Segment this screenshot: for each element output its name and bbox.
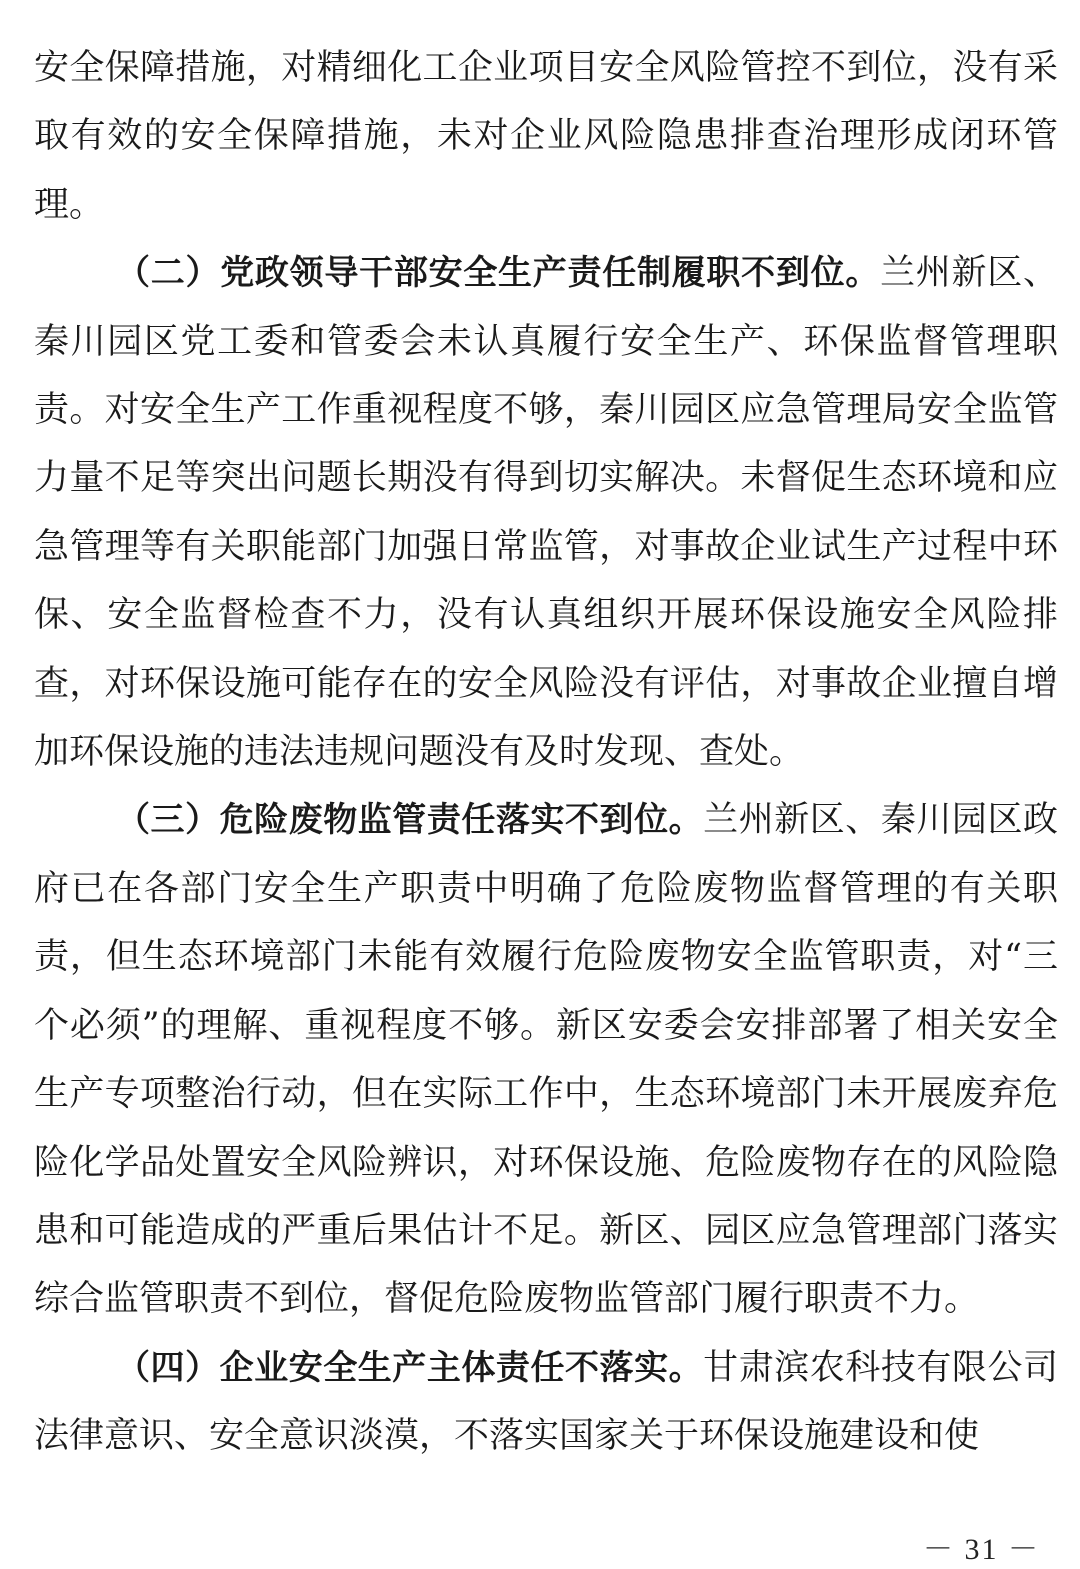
page-number: － 31 － [923,1533,1040,1566]
section-heading: （三）危险废物监管责任落实不到位。 [116,800,704,841]
section-heading: （四）企业安全生产主体责任不落实。 [116,1347,704,1388]
paragraph-text: 兰州新区、秦川园区党工委和管委会未认真履行安全生产、环保监督管理职责。对安全生产工作重视程度不够，秦川园区应急管理局安全监管力量不足等突出问题长期没有得到切实解决。未督促生态环境和应急管理等有关职能部门加强日常监管，对事故企业试生产过程中环保、安全监督检查不力，没有认真组织开展环保设施安全风险排查，对环保设施可能存在的安全风险没有评估，对事故企业擅自增加环保设施的违法违规问题没有及时发现、查处。 [34,253,1058,773]
paragraph-section-2 [34,239,1058,786]
document-body [34,34,1058,1471]
paragraph-section-4 [34,1334,1058,1471]
paragraph-text: 兰州新区、秦川园区政府已在各部门安全生产职责中明确了危险废物监督管理的有关职责，但生态环境部门未能有效履行危险废物安全监管职责，对“三个必须”的理解、重视程度不够。新区安委会安排部署了相关安全生产专项整治行动，但在实际工作中，生态环境部门未开展废弃危险化学品处置安全风险辨识，对环保设施、危险废物存在的风险隐患和可能造成的严重后果估计不足。新区、园区应急管理部门落实综合监管职责不到位，督促危险废物监管部门履行职责不力。 [34,800,1058,1320]
paragraph-section-3 [34,786,1058,1333]
paragraph-continuation [34,34,1058,239]
paragraph-text: 甘肃滨农科技有限公司法律意识、安全意识淡漠，不落实国家关于环保设施建设和使 [34,1347,1058,1457]
section-heading: （二）党政领导干部安全生产责任制履职不到位。 [116,253,881,294]
paragraph-text: 安全保障措施，对精细化工企业项目安全风险管控不到位，没有采取有效的安全保障措施，未对企业风险隐患排查治理形成闭环管理。 [34,48,1058,225]
